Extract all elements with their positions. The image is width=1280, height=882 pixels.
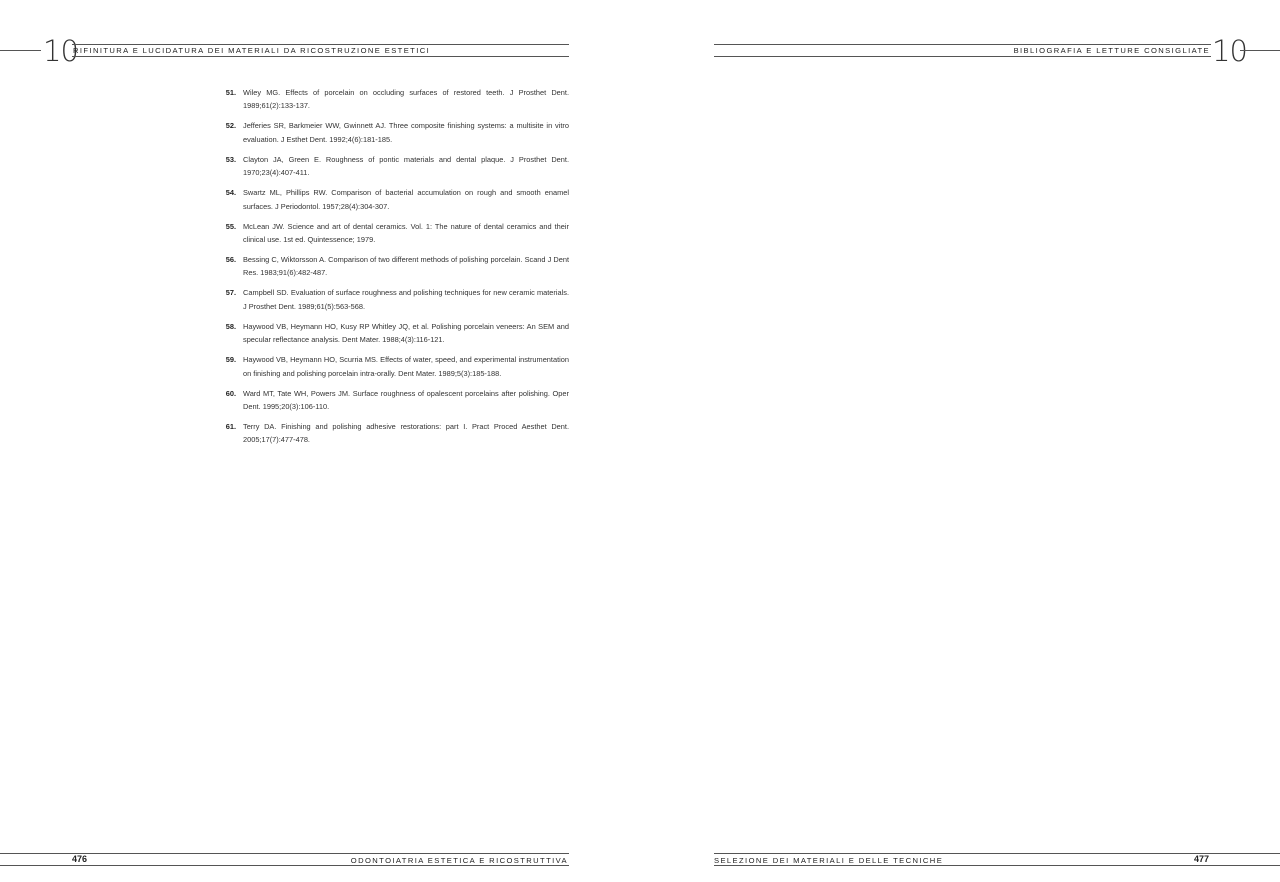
reference-item: [218, 86, 569, 113]
left-page-number: 476: [72, 854, 88, 864]
right-page-number: 477: [1194, 854, 1210, 864]
right-footer-title: SELEZIONE DEI MATERIALI E DELLE TECNICHE: [714, 856, 944, 865]
reference-number: 52.: [225, 121, 236, 131]
reference-number: 51.: [225, 88, 236, 97]
reference-number: 59.: [225, 355, 236, 365]
right-chapter-number: 10: [1212, 34, 1247, 68]
reference-number: 61.: [225, 422, 236, 432]
reference-text: Haywood VB, Heymann HO, Kusy RP Whitley JQ, et al. Polishing porcelain veneers: An SEM and specular reflectance analysis. Dent Mater. 1988;4(3):116-121.: [243, 321, 569, 345]
left-header-rule-bottom: [72, 56, 569, 57]
reference-item: [218, 387, 569, 414]
left-footer-title: ODONTOIATRIA ESTETICA E RICOSTRUTTIVA: [350, 856, 568, 865]
reference-text: Terry DA. Finishing and polishing adhesive restorations: part I. Pract Proced Aesthet Dent. 2005;17(7):477-478.: [243, 422, 569, 445]
reference-item: [218, 153, 569, 180]
reference-text: Bessing C, Wiktorsson A. Comparison of two different methods of polishing porcelain. Scand J Dent Res. 1983;91(6):482-487.: [243, 255, 569, 278]
reference-text: Haywood VB, Heymann HO, Scurria MS. Effects of water, speed, and experimental instrumentation on finishing and polishing porcelain intra-orally. Dent Mater. 1989;5(3):185-188.: [243, 355, 569, 378]
right-header-rule-outer: [1240, 50, 1280, 51]
left-header-rule-outer: [0, 50, 41, 51]
reference-item: [218, 119, 569, 146]
reference-number: 55.: [225, 221, 236, 231]
reference-number: 54.: [225, 188, 236, 198]
reference-text: McLean JW. Science and art of dental ceramics. Vol. 1: The nature of dental ceramics and their clinical use. 1st ed. Quintessence; 1979.: [243, 221, 569, 245]
reference-number: 58.: [225, 321, 236, 331]
reference-item: [218, 420, 569, 447]
reference-text: Wiley MG. Effects of porcelain on occluding surfaces of restored teeth. J Prosthet Dent. 1989;61(2):133-137.: [243, 88, 569, 111]
reference-text: Clayton JA, Green E. Roughness of pontic materials and dental plaque. J Prosthet Dent. 1970;23(4):407-411.: [243, 154, 569, 178]
reference-item: [218, 186, 569, 213]
reference-text: Swartz ML, Phillips RW. Comparison of bacterial accumulation on rough and smooth enamel surfaces. J Periodontol. 1957;28(4):304-307.: [243, 188, 569, 211]
reference-item: [218, 253, 569, 280]
reference-item: [218, 220, 569, 247]
reference-item: [218, 286, 569, 313]
reference-text: Jefferies SR, Barkmeier WW, Gwinnett AJ. Three composite finishing systems: a multisite in vitro evaluation. J Esthet Dent. 1992;4(6):181-185.: [243, 121, 569, 144]
reference-number: 60.: [225, 388, 236, 398]
reference-item: [218, 353, 569, 380]
reference-number: 57.: [225, 288, 236, 298]
left-chapter-number: 10: [43, 34, 78, 68]
reference-text: Ward MT, Tate WH, Powers JM. Surface roughness of opalescent porcelains after polishing. Oper Dent. 1995;20(3):106-110.: [243, 388, 569, 412]
reference-number: 56.: [225, 255, 236, 265]
right-header-rule-top: [714, 44, 1211, 45]
reference-number: 53.: [225, 154, 236, 164]
right-footer-rule-bottom: [714, 865, 1280, 866]
left-footer-rule-bottom: [0, 865, 569, 866]
right-running-title: BIBLIOGRAFIA E LETTURE CONSIGLIATE: [1013, 46, 1210, 55]
left-running-title: RIFINITURA E LUCIDATURA DEI MATERIALI DA RICOSTRUZIONE ESTETICI: [73, 46, 431, 55]
left-header-rule-top: [72, 44, 569, 45]
right-header-rule-bottom: [714, 56, 1211, 57]
bibliography-list: [218, 86, 569, 453]
reference-item: [218, 320, 569, 347]
reference-text: Campbell SD. Evaluation of surface roughness and polishing techniques for new ceramic materials. J Prosthet Dent. 1989;61(5):563-568.: [243, 288, 569, 311]
